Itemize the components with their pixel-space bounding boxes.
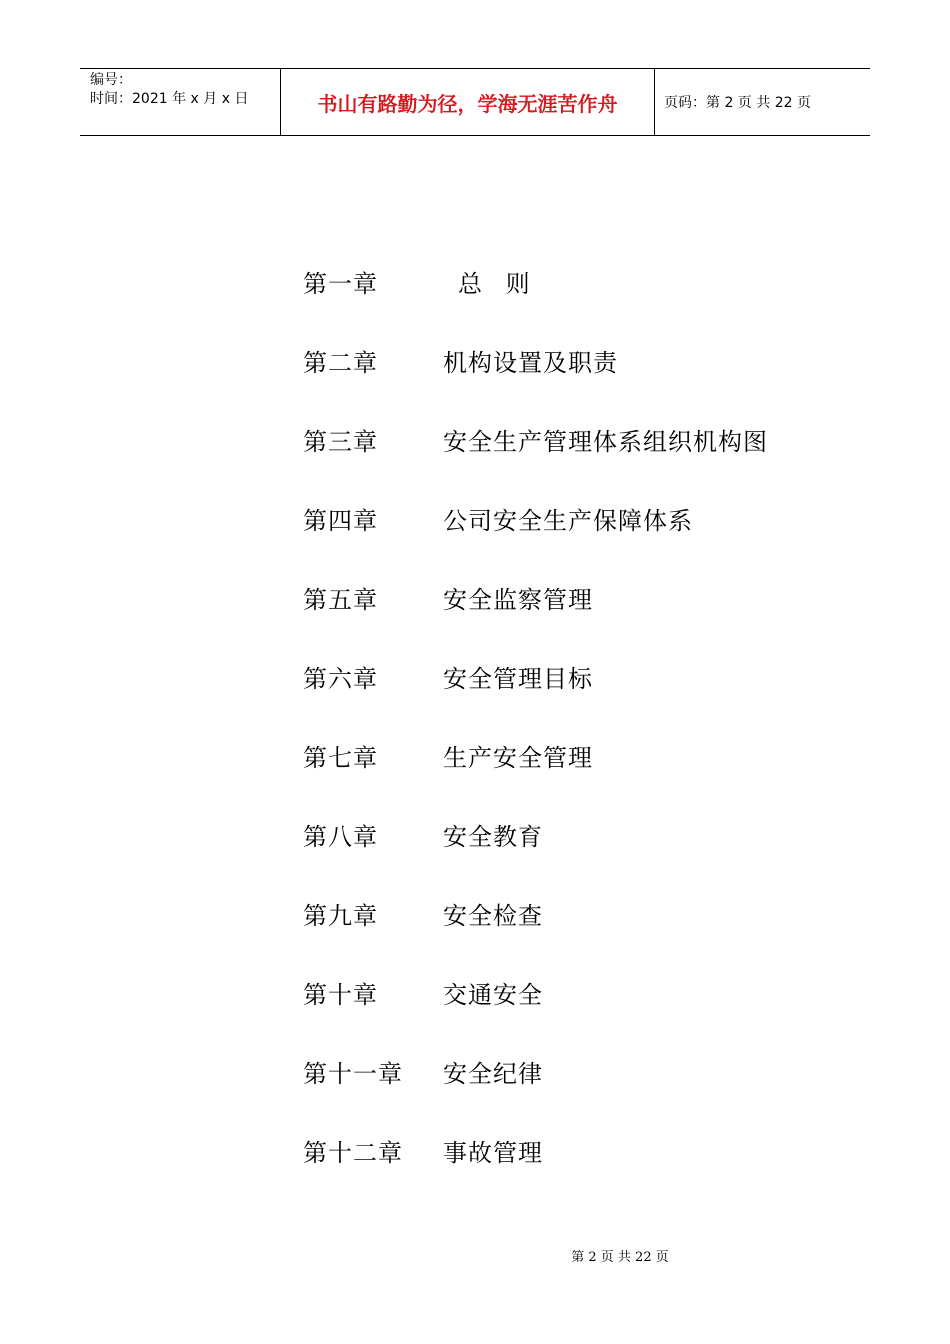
toc-chapter: 第五章 — [303, 586, 378, 614]
number-label: 编号： — [90, 72, 132, 88]
motto-text: 书山有路勤为径，学海无涯苦作舟 — [317, 91, 618, 116]
header-page-info: 页码：第 2 页 共 22 页 — [664, 95, 811, 111]
toc-chapter: 第四章 — [303, 507, 378, 535]
toc-chapter: 第一章 — [303, 270, 378, 298]
page-footer — [0, 1246, 950, 1265]
toc-chapter: 第十二章 — [303, 1139, 403, 1167]
toc-item — [303, 657, 863, 736]
toc-title: 安全纪律 — [443, 1060, 543, 1088]
toc-title: 生产安全管理 — [443, 744, 593, 772]
toc-title: 机构设置及职责 — [443, 349, 618, 377]
toc-chapter: 第七章 — [303, 744, 378, 772]
page-header — [80, 68, 870, 136]
toc-title: 安全检查 — [443, 902, 543, 930]
toc-item — [303, 894, 863, 973]
header-motto-cell — [281, 69, 655, 135]
toc-title: 安全监察管理 — [443, 586, 593, 614]
toc-chapter: 第十章 — [303, 981, 378, 1009]
toc-chapter: 第六章 — [303, 665, 378, 693]
time-label: 时间：2021 年 x 月 x 日 — [90, 91, 249, 107]
toc-chapter: 第八章 — [303, 823, 378, 851]
header-meta-cell — [80, 69, 281, 135]
header-page-cell — [655, 69, 870, 135]
toc-title: 事故管理 — [443, 1139, 543, 1167]
toc-chapter: 第十一章 — [303, 1060, 403, 1088]
toc-item — [303, 262, 863, 341]
toc-item — [303, 420, 863, 499]
toc-title: 安全教育 — [443, 823, 543, 851]
toc-item — [303, 578, 863, 657]
toc-title: 公司安全生产保障体系 — [443, 507, 693, 535]
toc-chapter: 第九章 — [303, 902, 378, 930]
table-of-contents — [303, 262, 863, 1210]
toc-item — [303, 1131, 863, 1210]
toc-item — [303, 736, 863, 815]
toc-title: 总 则 — [458, 270, 538, 298]
toc-chapter: 第二章 — [303, 349, 378, 377]
toc-item — [303, 499, 863, 578]
toc-item — [303, 973, 863, 1052]
toc-item — [303, 1052, 863, 1131]
toc-title: 交通安全 — [443, 981, 543, 1009]
toc-item — [303, 815, 863, 894]
toc-item — [303, 341, 863, 420]
footer-page-number: 第 2 页 共 22 页 — [571, 1250, 669, 1265]
toc-chapter: 第三章 — [303, 428, 378, 456]
toc-title: 安全管理目标 — [443, 665, 593, 693]
toc-title: 安全生产管理体系组织机构图 — [443, 428, 768, 456]
